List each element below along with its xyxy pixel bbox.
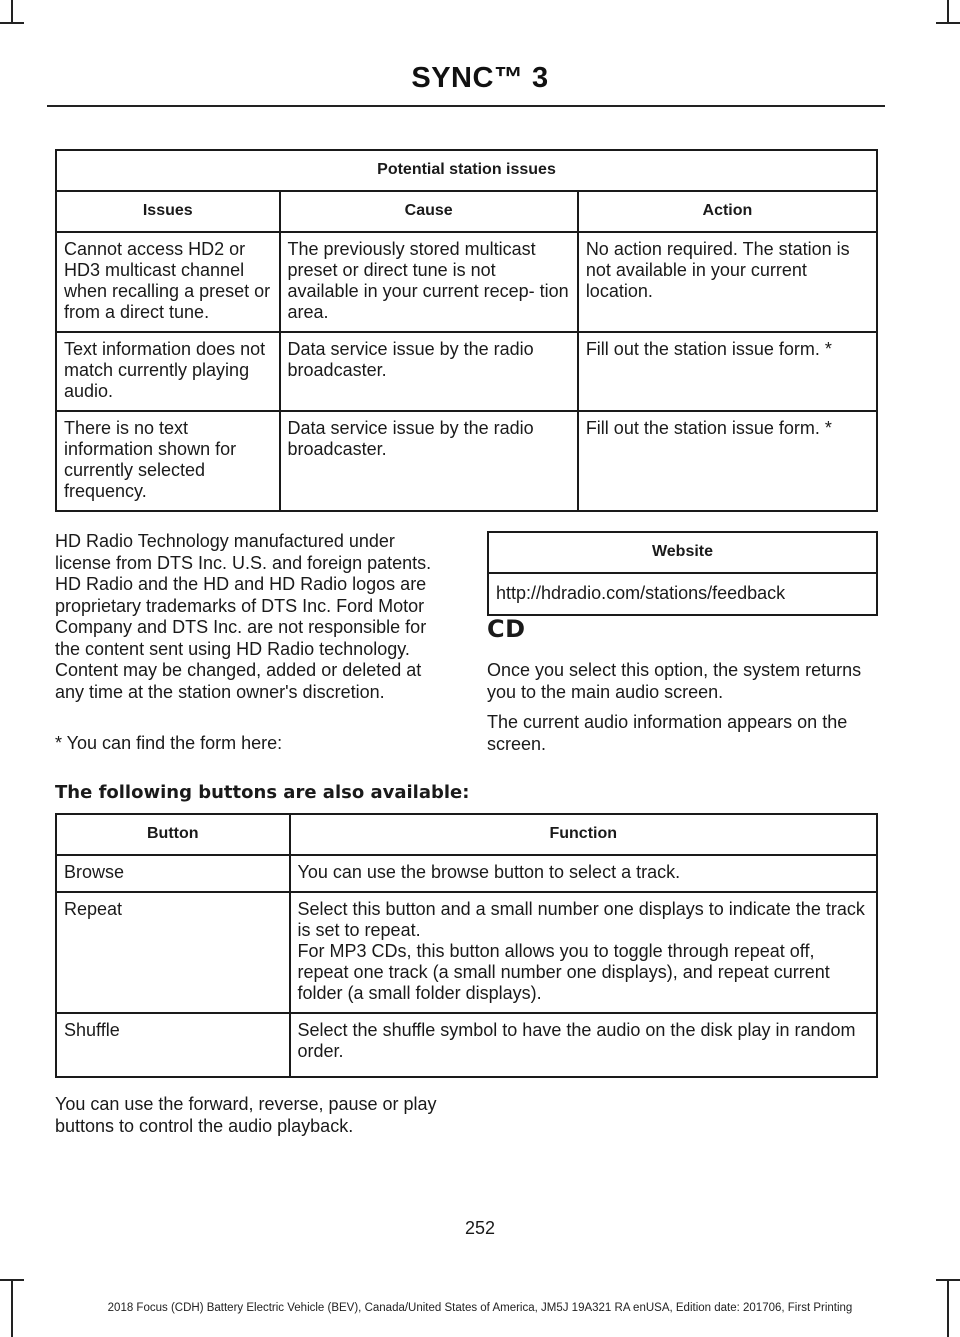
header-divider	[47, 105, 885, 107]
buttons-heading: The following buttons are also available:	[55, 782, 470, 803]
cd-paragraph: Once you select this option, the system returns you to the main audio screen.	[487, 660, 862, 702]
cause-cell: The previously stored multicast preset or direct tune is not available in your current recep- tion area.	[280, 232, 578, 332]
cd-heading: CD	[487, 615, 526, 643]
function-text: You can use the browse button to select a track.	[297, 862, 681, 882]
function-cell	[290, 855, 877, 892]
function-text: For MP3 CDs, this button allows you to toggle through repeat off, repeat one track (a small number one displays), and repeat current folder (a small folder displays).	[297, 941, 830, 1003]
function-cell	[290, 892, 877, 1013]
station-issues-table	[55, 149, 878, 512]
column-header-issues: Issues	[56, 191, 280, 232]
cause-cell: Data service issue by the radio broadcaster.	[280, 411, 578, 511]
hd-radio-paragraph: HD Radio Technology manufactured under license from DTS Inc. U.S. and foreign patents. HD Radio and the HD and HD Radio logos are proprietary trademarks of DTS Inc. Ford Motor Company and DTS Inc. are not responsible for the content sent using HD Radio technology. Content may be changed, added or deleted at any time at the station owner's discretion.	[55, 531, 432, 702]
issue-cell: Cannot access HD2 or HD3 multicast channel when recalling a preset or from a direct tune.	[56, 232, 280, 332]
table-caption: Potential station issues	[56, 150, 877, 191]
crop-mark	[947, 0, 949, 24]
button-cell: Shuffle	[56, 1013, 290, 1077]
function-cell	[290, 1013, 877, 1077]
table-row	[56, 855, 877, 892]
page-title: SYNC™ 3	[411, 62, 549, 94]
playback-paragraph: You can use the forward, reverse, pause or play buttons to control the audio playback.	[55, 1094, 437, 1136]
issue-cell: There is no text information shown for currently selected frequency.	[56, 411, 280, 511]
buttons-table	[55, 813, 878, 1078]
function-text: Select this button and a small number one displays to indicate the track is set to repeat.	[297, 899, 865, 940]
crop-mark	[936, 22, 960, 24]
crop-mark	[0, 22, 24, 24]
table-row	[56, 232, 877, 332]
footer-text: 2018 Focus (CDH) Battery Electric Vehicle (BEV), Canada/United States of America, JM5J 19A321 RA enUSA, Edition date: 201706, First Printing	[107, 1302, 853, 1314]
cd-paragraph: The current audio information appears on the screen.	[487, 712, 848, 754]
page-number: 252	[464, 1218, 496, 1238]
crop-mark	[11, 0, 13, 24]
column-header-action: Action	[578, 191, 877, 232]
website-table	[487, 531, 878, 616]
column-header-cause: Cause	[280, 191, 578, 232]
action-cell: No action required. The station is not available in your current location.	[578, 232, 877, 332]
action-cell: Fill out the station issue form. *	[578, 332, 877, 411]
table-row	[56, 332, 877, 411]
function-text: Select the shuffle symbol to have the audio on the disk play in random order.	[297, 1020, 856, 1061]
website-header: Website	[488, 532, 877, 573]
website-url[interactable]: http://hdradio.com/stations/feedback	[488, 573, 877, 615]
table-row	[56, 1013, 877, 1077]
cause-cell: Data service issue by the radio broadcaster.	[280, 332, 578, 411]
crop-mark	[936, 1279, 960, 1281]
issue-cell: Text information does not match currently playing audio.	[56, 332, 280, 411]
form-note: * You can find the form here:	[55, 733, 283, 753]
column-header-button: Button	[56, 814, 290, 855]
button-cell: Repeat	[56, 892, 290, 1013]
column-header-function: Function	[290, 814, 877, 855]
crop-mark	[0, 1279, 24, 1281]
action-cell: Fill out the station issue form. *	[578, 411, 877, 511]
table-row	[56, 892, 877, 1013]
button-cell: Browse	[56, 855, 290, 892]
table-row	[56, 411, 877, 511]
